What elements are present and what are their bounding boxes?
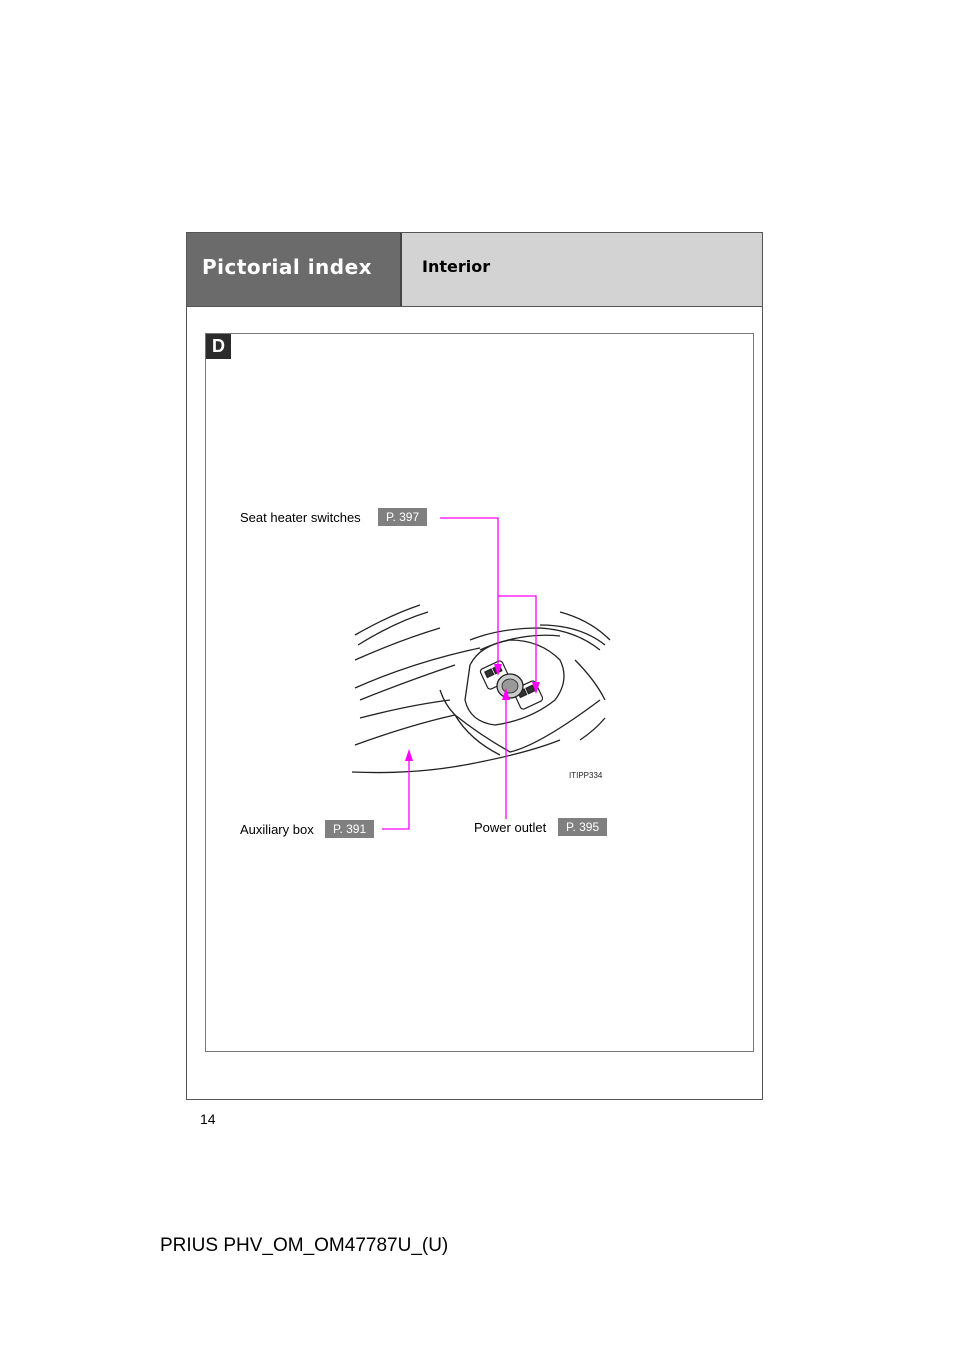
seat-heater-label: Seat heater switches bbox=[240, 510, 361, 525]
figure-code: ITIPP334 bbox=[569, 771, 603, 780]
section-badge: D bbox=[206, 334, 231, 359]
seat-heater-page-ref[interactable]: P. 397 bbox=[378, 508, 427, 526]
auxiliary-box-label: Auxiliary box bbox=[240, 822, 314, 837]
power-outlet-icon bbox=[497, 674, 523, 698]
console-line-art bbox=[352, 605, 610, 773]
subsection-title: Interior bbox=[422, 257, 491, 276]
page-number: 14 bbox=[200, 1111, 216, 1127]
power-outlet-label: Power outlet bbox=[474, 820, 547, 835]
footer-document-code: PRIUS PHV_OM_OM47787U_(U) bbox=[160, 1235, 449, 1256]
section-title: Pictorial index bbox=[202, 255, 373, 279]
auxiliary-box-page-ref[interactable]: P. 391 bbox=[325, 820, 374, 838]
power-outlet-page-ref[interactable]: P. 395 bbox=[558, 818, 607, 836]
leader-lines bbox=[382, 518, 536, 829]
